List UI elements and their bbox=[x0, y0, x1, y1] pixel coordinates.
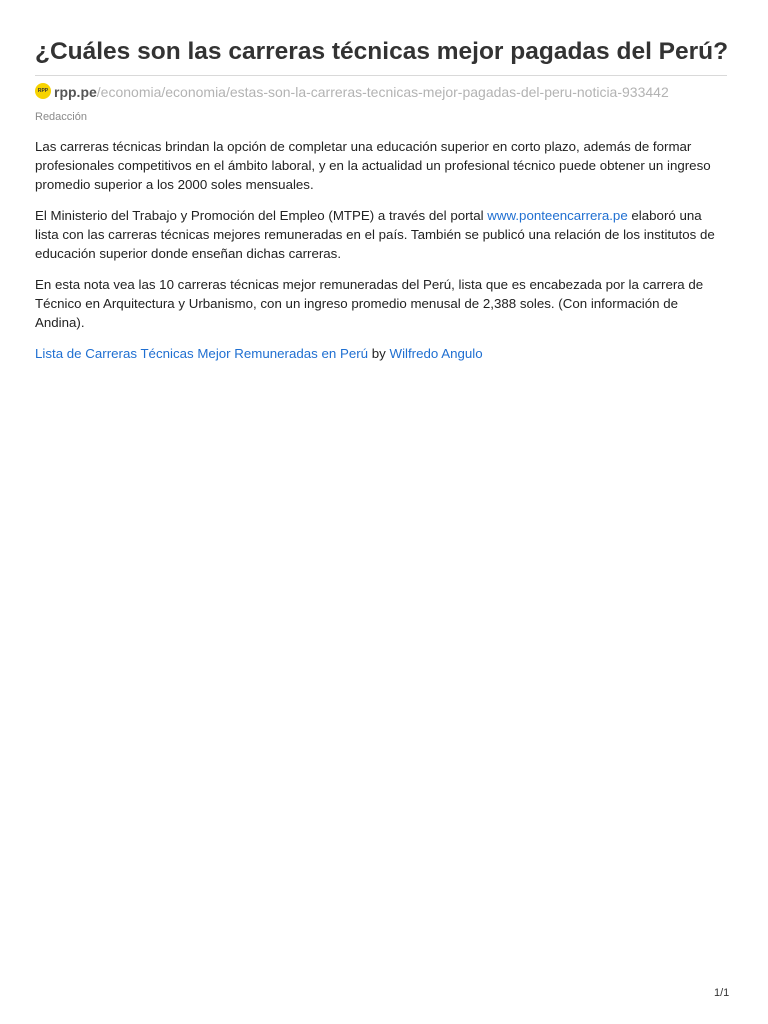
paragraph-line: Las carreras técnicas brindan la opción de completar una educación superior en corto plazo, además de formar bbox=[35, 139, 692, 154]
by-text: by bbox=[371, 346, 386, 361]
paragraph-text: El Ministerio del Trabajo y Promoción del Empleo (MTPE) a través del portal bbox=[35, 208, 488, 223]
paragraph-line: educación superior donde enseñan dichas carreras. bbox=[35, 246, 342, 261]
page-indicator: 1/1 bbox=[714, 987, 730, 999]
article-author: Redacción bbox=[35, 111, 87, 123]
rpp-logo-text: RPP bbox=[37, 87, 49, 94]
author-link[interactable]: Wilfredo Angulo bbox=[389, 346, 483, 361]
paragraph-ministry bbox=[35, 206, 735, 263]
source-domain[interactable]: rpp.pe bbox=[54, 84, 97, 100]
paragraph-line: Andina). bbox=[35, 315, 85, 330]
title-divider bbox=[35, 75, 727, 76]
paragraph-line: promedio superior a los 2000 soles mensuales. bbox=[35, 177, 314, 192]
source-line bbox=[35, 82, 669, 102]
paragraph-intro bbox=[35, 137, 735, 194]
ponteencarrera-link[interactable]: www.ponteencarrera.pe bbox=[487, 208, 628, 223]
paragraph-line bbox=[35, 206, 735, 225]
paragraph-line: profesionales competitivos en el ámbito laboral, y en la actualidad un profesional técnico puede obtener un ingreso bbox=[35, 158, 711, 173]
paragraph-list-info bbox=[35, 275, 735, 332]
document-link-line bbox=[35, 344, 735, 363]
document-link[interactable]: Lista de Carreras Técnicas Mejor Remuneradas en Perú bbox=[35, 346, 369, 361]
paragraph-text: elaboró una bbox=[627, 208, 702, 223]
source-path[interactable]: /economia/economia/estas-son-la-carreras-tecnicas-mejor-pagadas-del-peru-noticia-933442 bbox=[96, 84, 669, 100]
paragraph-line: En esta nota vea las 10 carreras técnicas mejor remuneradas del Perú, lista que es encabezada por la carrera de bbox=[35, 277, 704, 292]
rpp-logo-icon bbox=[35, 83, 51, 99]
paragraph-line: Técnico en Arquitectura y Urbanismo, con un ingreso promedio menusal de 2,388 soles. (Con información de bbox=[35, 296, 679, 311]
article-body bbox=[35, 137, 735, 375]
paragraph-line: lista con las carreras técnicas mejores remuneradas en el país. También se publicó una relación de los institutos de bbox=[35, 227, 715, 242]
article-title: ¿Cuáles son las carreras técnicas mejor pagadas del Perú? bbox=[35, 38, 729, 65]
